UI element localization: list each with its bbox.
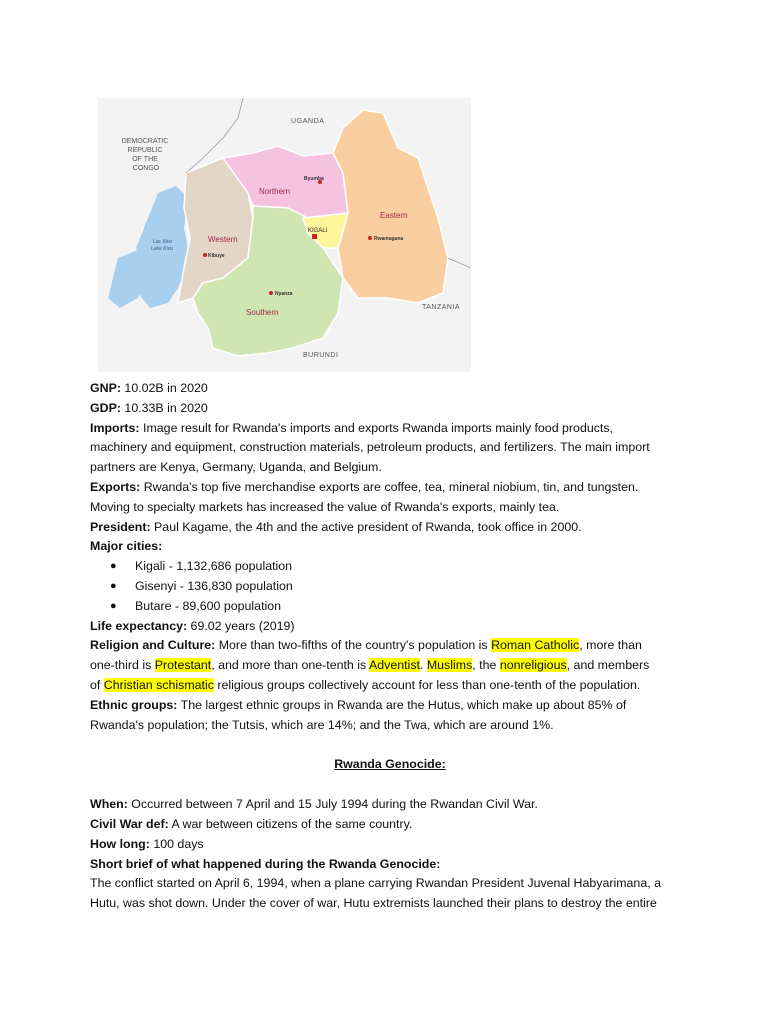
label-rwamagana: Rwamagana (374, 236, 404, 242)
label-lake: Lac Kivu Lake Kivu (151, 239, 173, 252)
life-expectancy-label: Life expectancy: (90, 618, 188, 633)
bullet-icon: ● (110, 560, 117, 573)
label-byumba: Byumba (304, 176, 324, 182)
religion-text: one-third is (90, 658, 155, 673)
list-item (110, 597, 690, 617)
lake-kivu-west (108, 248, 146, 308)
gnp-value: 10.02B in 2020 (120, 381, 208, 395)
life-expectancy-line (90, 617, 690, 637)
label-burundi: BURUNDI (303, 352, 339, 359)
highlight-nonreligious: nonreligious (499, 658, 567, 673)
highlight-christian-schismatic: Christian schismatic (103, 677, 214, 692)
ethnic-text: The largest ethnic groups in Rwanda are the Hutus, which make up about 85% of (177, 697, 627, 712)
imports-text: partners are Kenya, Germany, Uganda, and Belgium. (90, 460, 382, 475)
religion-text: , more than (579, 638, 642, 653)
civil-war-line (90, 815, 690, 835)
exports-label: Exports: (90, 479, 141, 494)
city-marker (269, 291, 273, 295)
label-eastern: Eastern (380, 211, 408, 220)
ethnic-label: Ethnic groups: (90, 697, 178, 712)
civil-war-label: Civil War def: (90, 816, 169, 831)
label-nyanza: Nyanza (275, 291, 293, 297)
gdp-value: 10.33B in 2020 (120, 400, 208, 415)
how-long-line (90, 835, 690, 855)
province-eastern (333, 110, 448, 303)
when-line (90, 795, 690, 815)
major-cities-list (90, 557, 690, 616)
ethnic-text: Rwanda's population; the Tutsis, which are 14%; and the Twa, which are around 1%. (90, 717, 554, 732)
imports-label: Imports: (90, 420, 140, 435)
border-line (448, 258, 471, 268)
religion-paragraph (90, 636, 690, 695)
imports-text: Image result for Rwanda's imports and exports Rwanda imports mainly food products, (139, 420, 613, 435)
city-text: Gisenyi - 136,830 population (135, 578, 293, 593)
gnp-label: GNP: (90, 381, 121, 395)
exports-paragraph (90, 478, 690, 518)
genocide-heading: Rwanda Genocide: (334, 757, 446, 772)
imports-text: machinery and equipment, construction materials, petroleum products, and fertilizers. The main import (90, 440, 650, 455)
highlight-muslims: Muslims (426, 658, 473, 673)
president-value: Paul Kagame, the 4th and the active president of Rwanda, took office in 2000. (150, 519, 582, 534)
highlight-protestant: Protestant (154, 658, 212, 673)
how-long-value: 100 days (149, 836, 204, 851)
city-marker (203, 253, 207, 257)
religion-text: religious groups collectively account for less than one-tenth of the population. (213, 677, 641, 692)
label-western: Western (208, 235, 238, 244)
civil-war-value: A war between citizens of the same country. (168, 816, 413, 831)
label-uganda: UGANDA (291, 118, 325, 125)
religion-text: , the (472, 658, 500, 673)
highlight-adventist: Adventist (368, 658, 420, 673)
city-text: Butare - 89,600 population (135, 598, 282, 613)
brief-text: Hutu, was shot down. Under the cover of war, Hutu extremists launched their plans to destroy the entire (90, 896, 657, 911)
label-kibuye: Kibuye (208, 253, 225, 259)
bullet-icon: ● (110, 579, 117, 592)
when-value: Occurred between 7 April and 15 July 1994 during the Rwandan Civil War. (127, 797, 538, 812)
gdp-label: GDP: (90, 400, 121, 415)
label-drc: DEMOCRATIC REPUBLIC OF THE CONGO (121, 138, 169, 172)
label-northern: Northern (259, 187, 291, 196)
how-long-label: How long: (90, 836, 150, 851)
gnp-line (90, 379, 690, 399)
gdp-line (90, 399, 690, 419)
exports-text: Rwanda's top five merchandise exports are coffee, tea, mineral niobium, tin, and tungsten. (140, 479, 639, 494)
city-text: Kigali - 1,132,686 population (135, 559, 293, 574)
brief-heading-text: Short brief of what happened during the Rwanda Genocide: (90, 856, 441, 871)
rwanda-map (98, 98, 471, 372)
exports-text: Moving to specialty markets has increased the value of Rwanda's exports, mainly tea. (90, 499, 560, 514)
document-body (90, 379, 690, 914)
brief-heading (90, 855, 690, 875)
when-label: When: (90, 797, 128, 812)
bullet-icon: ● (110, 599, 117, 612)
label-southern: Southern (246, 308, 279, 317)
brief-paragraph (90, 874, 690, 914)
religion-text: , and more than one-tenth is (211, 658, 369, 673)
list-item (110, 577, 690, 597)
major-cities-heading (90, 537, 690, 557)
label-tanzania: TANZANIA (422, 304, 461, 311)
imports-paragraph (90, 419, 690, 478)
label-kigali: KIGALI (308, 228, 328, 234)
religion-text: of (90, 677, 104, 692)
religion-text: . (419, 658, 427, 673)
highlight-roman-catholic: Roman Catholic (491, 638, 580, 653)
religion-label: Religion and Culture: (90, 638, 216, 653)
ethnic-paragraph (90, 696, 690, 736)
life-expectancy-value: 69.02 years (2019) (187, 618, 295, 633)
religion-text: , and members (566, 658, 650, 673)
president-label: President: (90, 519, 151, 534)
city-marker (368, 236, 372, 240)
religion-text: More than two-fifths of the country's population is (215, 638, 492, 653)
president-line (90, 518, 690, 538)
brief-text: The conflict started on April 6, 1994, when a plane carrying Rwandan President Juvenal Habyarimana, a (90, 876, 661, 891)
major-cities-label: Major cities: (90, 539, 163, 554)
list-item (110, 557, 690, 577)
kigali-marker (312, 234, 317, 239)
